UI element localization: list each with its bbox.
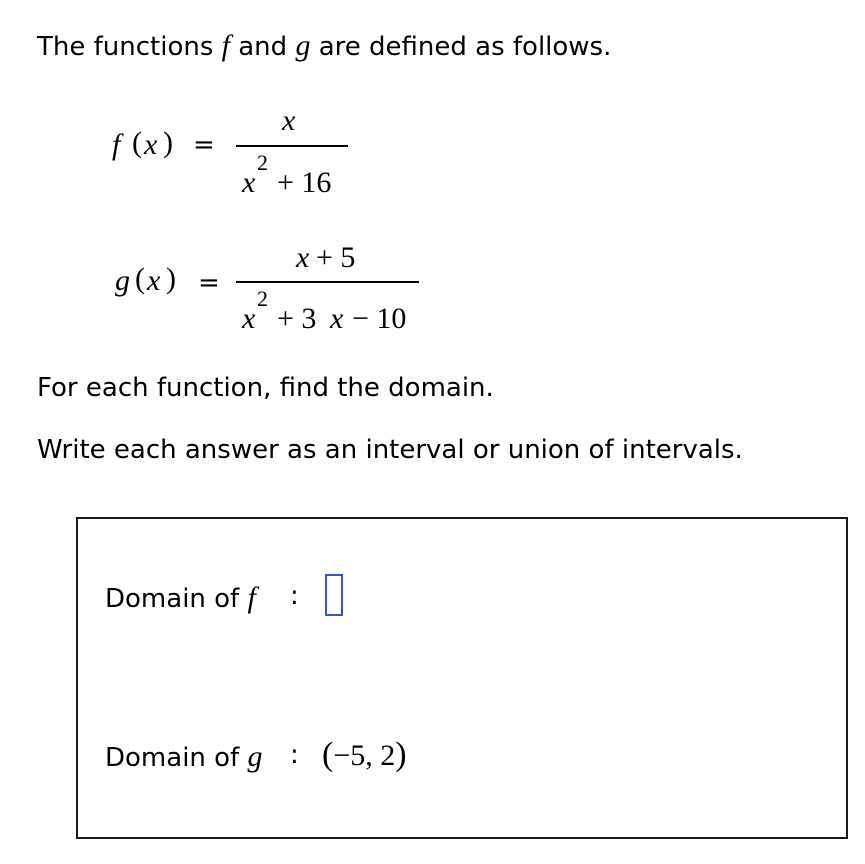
domain-f-colon: : bbox=[290, 581, 299, 611]
g-fraction-bar bbox=[236, 281, 419, 283]
f-numerator: x bbox=[282, 104, 296, 137]
domain-f-input[interactable] bbox=[325, 574, 343, 616]
g-den-mid: + 3 bbox=[277, 302, 317, 335]
g-den-var: x bbox=[242, 302, 256, 335]
g-var: x bbox=[147, 264, 161, 297]
g-symbol: g bbox=[295, 29, 311, 62]
f-rparen: ) bbox=[163, 126, 173, 159]
g-lparen: ( bbox=[135, 262, 145, 295]
f-den-rest: + 16 bbox=[277, 166, 332, 199]
domain-g-symbol: g bbox=[247, 740, 263, 773]
g-name: g bbox=[115, 264, 130, 297]
domain-f-label: Domain of f bbox=[105, 581, 256, 614]
intro-text: The functions f and g are defined as follows. bbox=[37, 29, 612, 62]
f-symbol: f bbox=[221, 29, 230, 62]
f-name: f bbox=[112, 128, 121, 161]
g-rparen: ) bbox=[166, 262, 176, 295]
domain-g-lparen: ( bbox=[322, 736, 334, 773]
f-equals: = bbox=[193, 130, 215, 160]
domain-g-colon: : bbox=[290, 740, 299, 770]
g-equals: = bbox=[198, 268, 220, 298]
f-lparen: ( bbox=[132, 126, 142, 159]
domain-g-rparen: ) bbox=[395, 736, 407, 773]
domain-g-answer[interactable] bbox=[322, 736, 407, 774]
g-num-var: x bbox=[296, 241, 310, 274]
f-fraction-bar bbox=[236, 145, 348, 147]
domain-g-value: −5, 2 bbox=[333, 739, 396, 772]
instruction-line-1: For each function, find the domain. bbox=[37, 373, 494, 403]
instruction-line-2: Write each answer as an interval or union of intervals. bbox=[37, 435, 743, 465]
g-den-rest: − 10 bbox=[352, 302, 407, 335]
f-den-var: x bbox=[242, 166, 256, 199]
domain-f-symbol: f bbox=[247, 581, 256, 614]
answer-box bbox=[76, 517, 848, 839]
g-den-exp: 2 bbox=[257, 286, 268, 311]
g-num-rest: + 5 bbox=[316, 241, 356, 274]
domain-g-label: Domain of g bbox=[105, 740, 263, 773]
f-var: x bbox=[144, 128, 158, 161]
f-den-exp: 2 bbox=[257, 150, 268, 175]
g-den-var2: x bbox=[330, 302, 344, 335]
